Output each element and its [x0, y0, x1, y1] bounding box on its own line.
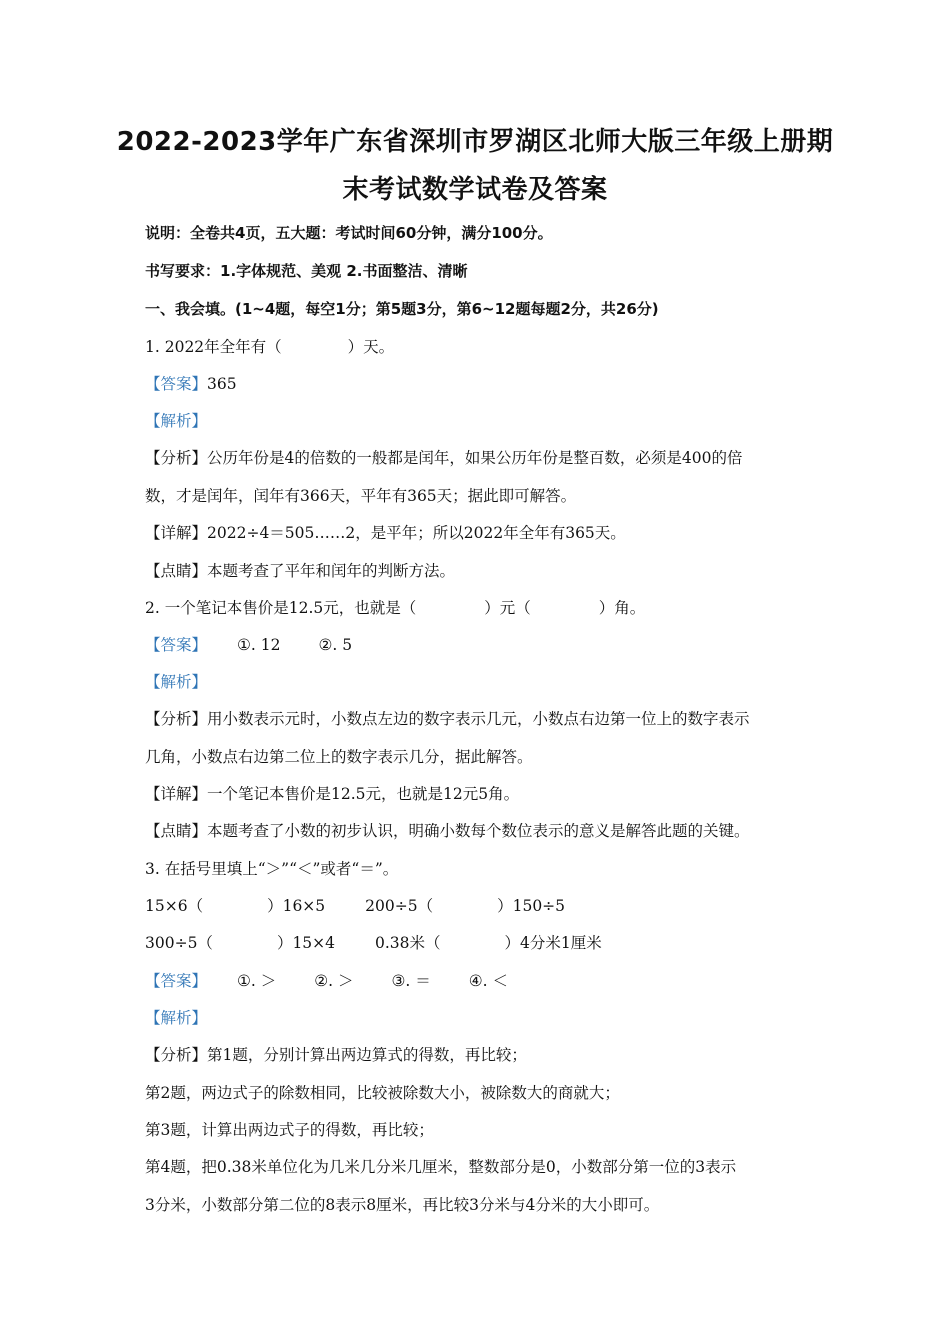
detail-label: 【详解】: [145, 524, 208, 542]
question-2: [145, 597, 645, 619]
q2-analysis-text1: 用小数表示元时，小数点左边的数字表示几元，小数点右边第一位上的数字表示: [207, 710, 750, 728]
q3-row-1: [145, 895, 565, 917]
analysis-label: 【分析】: [145, 1046, 208, 1064]
q3-row1-d: ）150÷5: [497, 897, 566, 915]
question-1-text-b: ）天。: [347, 338, 395, 356]
q3-row1-a: 15×6（: [145, 897, 204, 915]
detail-label: 【详解】: [145, 785, 208, 803]
exam-note: 说明：全卷共4页，五大题：考试时间60分钟，满分100分。: [145, 224, 553, 242]
question-1-text-a: 1. 2022年全年有（: [145, 338, 282, 356]
q3-analysis-line5: 3分米，小数部分第二位的8表示8厘米，再比较3分米与4分米的大小即可。: [145, 1196, 660, 1214]
document-title-line2: 末考试数学试卷及答案: [342, 175, 608, 205]
q2-answer: [145, 634, 352, 656]
section-1-heading: 一、我会填。(1~4题，每空1分；第5题3分，第6~12题每题2分，共26分): [145, 300, 659, 318]
q3-analysis-line3: 第3题，计算出两边式子的得数，再比较；: [145, 1121, 434, 1139]
q3-row-2: [145, 932, 602, 954]
answer-label: 【答案】: [145, 636, 208, 654]
question-1: [145, 336, 394, 358]
q3-answer-2: ②. ＞: [314, 972, 354, 990]
analysis-label: 【分析】: [145, 449, 208, 467]
q1-analysis-line1: [145, 447, 742, 469]
q2-analysis-line2: 几角，小数点右边第二位上的数字表示几分，据此解答。: [145, 748, 533, 766]
question-2-text-c: ）角。: [598, 599, 646, 617]
document-title-line1: 2022-2023学年广东省深圳市罗湖区北师大版三年级上册期: [116, 127, 834, 157]
question-2-text-b: ）元（: [484, 599, 531, 617]
q2-comment-text: 本题考查了小数的初步认识，明确小数每个数位表示的意义是解答此题的关键。: [207, 822, 750, 840]
q2-analysis-heading: 【解析】: [145, 673, 208, 691]
q3-row2-c: 0.38米（: [375, 934, 441, 952]
question-3: 3. 在括号里填上“＞”“＜”或者“＝”。: [145, 860, 399, 878]
q3-analysis-line2: 第2题，两边式子的除数相同，比较被除数大小，被除数大的商就大；: [145, 1084, 620, 1102]
q3-analysis-text1: 第1题，分别计算出两边算式的得数，再比较；: [207, 1046, 527, 1064]
q1-analysis-line2: 数，才是闰年，闰年有366天，平年有365天；据此即可解答。: [145, 487, 577, 505]
q2-analysis-line1: [145, 708, 750, 730]
q2-comment: [145, 820, 750, 842]
q3-row2-a: 300÷5（: [145, 934, 213, 952]
writing-requirements: 书写要求：1.字体规范、美观 2.书面整洁、清晰: [145, 262, 468, 280]
q1-answer-value: 365: [207, 375, 237, 393]
q3-row2-d: ）4分米1厘米: [504, 934, 602, 952]
q3-answer-3: ③. ＝: [391, 972, 431, 990]
q3-answer: [145, 970, 508, 992]
q2-answer-1: ①. 12: [237, 636, 281, 654]
q1-answer: [145, 373, 237, 395]
q3-row1-c: 200÷5（: [365, 897, 434, 915]
q1-detail: [145, 522, 626, 544]
comment-label: 【点睛】: [145, 562, 208, 580]
q1-comment: [145, 560, 455, 582]
answer-label: 【答案】: [145, 972, 208, 990]
q1-detail-text: 2022÷4＝505……2，是平年；所以2022年全年有365天。: [207, 524, 626, 542]
comment-label: 【点睛】: [145, 822, 208, 840]
q3-analysis-line4: 第4题，把0.38米单位化为几米几分米几厘米，整数部分是0，小数部分第一位的3表示: [145, 1158, 737, 1176]
question-2-text-a: 2. 一个笔记本售价是12.5元，也就是（: [145, 599, 417, 617]
q3-answer-1: ①. ＞: [237, 972, 277, 990]
q3-answer-4: ④. ＜: [468, 972, 509, 990]
q2-detail: [145, 783, 519, 805]
q1-comment-text: 本题考查了平年和闰年的判断方法。: [207, 562, 456, 580]
q3-analysis-heading: 【解析】: [145, 1009, 208, 1027]
answer-label: 【答案】: [145, 375, 208, 393]
q3-analysis-line1: [145, 1044, 527, 1066]
q3-row1-b: ）16×5: [267, 897, 326, 915]
q1-analysis-text1: 公历年份是4的倍数的一般都是闰年，如果公历年份是整百数，必须是400的倍: [207, 449, 743, 467]
q1-analysis-heading: 【解析】: [145, 412, 208, 430]
q3-row2-b: ）15×4: [276, 934, 336, 952]
q2-detail-text: 一个笔记本售价是12.5元，也就是12元5角。: [207, 785, 520, 803]
analysis-label: 【分析】: [145, 710, 208, 728]
q2-answer-2: ②. 5: [318, 636, 353, 654]
